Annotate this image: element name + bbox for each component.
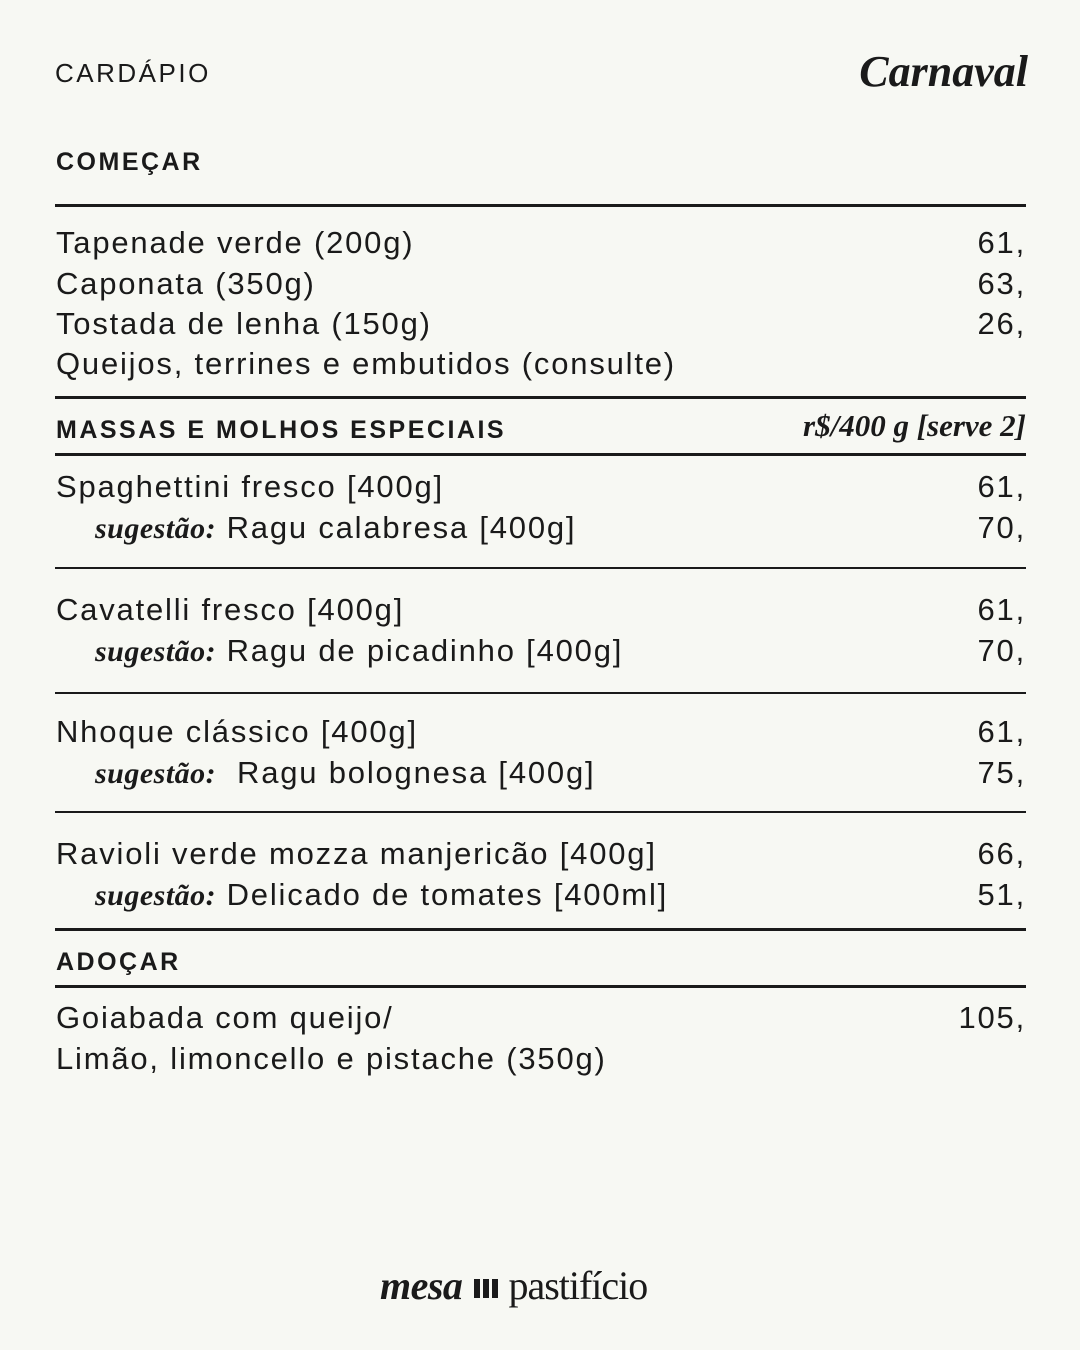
section-title-adocar: ADOÇAR: [56, 948, 181, 976]
divider: [55, 985, 1026, 988]
suggestion-name: Ragu de picadinho [400g]: [226, 633, 624, 668]
suggestion: [95, 753, 595, 794]
item-price: 61,: [977, 225, 1026, 260]
divider: [55, 453, 1026, 456]
item-price: 26,: [977, 306, 1026, 341]
suggestion: [95, 875, 668, 916]
divider: [55, 928, 1026, 931]
item-name: Caponata (350g): [56, 266, 316, 301]
item-name: Goiabada com queijo/: [56, 1000, 394, 1035]
logo-mesa: mesa: [380, 1263, 463, 1308]
logo-pastificio: pastifício: [508, 1263, 648, 1308]
divider: [55, 567, 1026, 569]
item-price: 61,: [977, 469, 1026, 504]
divider: [55, 811, 1026, 813]
suggestion-price: 75,: [977, 755, 1026, 790]
menu-title: Carnaval: [859, 47, 1028, 96]
item-name: Ravioli verde mozza manjericão [400g]: [56, 836, 657, 871]
item-name: Tostada de lenha (150g): [56, 306, 432, 341]
suggestion: [95, 631, 623, 672]
logo-bars-icon: [474, 1279, 498, 1298]
divider: [55, 204, 1026, 207]
suggestion-price: 51,: [977, 877, 1026, 912]
item-name: Cavatelli fresco [400g]: [56, 592, 405, 627]
item-name: Tapenade verde (200g): [56, 225, 415, 260]
suggestion-name: Delicado de tomates [400ml]: [226, 877, 669, 912]
item-name: Limão, limoncello e pistache (350g): [56, 1041, 607, 1076]
menu-label: CARDÁPIO: [55, 58, 211, 88]
suggestion-label: sugestão:: [95, 757, 217, 790]
suggestion-label: sugestão:: [95, 879, 217, 912]
suggestion-name: Ragu calabresa [400g]: [226, 510, 577, 545]
item-price: 63,: [977, 266, 1026, 301]
item-price: 61,: [977, 592, 1026, 627]
item-price: 66,: [977, 836, 1026, 871]
item-name: Nhoque clássico [400g]: [56, 714, 418, 749]
item-name: Queijos, terrines e embutidos (consulte): [56, 346, 676, 381]
divider: [55, 692, 1026, 694]
suggestion: [95, 508, 576, 549]
suggestion-label: sugestão:: [95, 635, 217, 668]
section-note: r$/400 g [serve 2]: [803, 408, 1026, 443]
suggestion-price: 70,: [977, 510, 1026, 545]
item-price: 105,: [958, 1000, 1026, 1035]
section-title-massas: MASSAS E MOLHOS ESPECIAIS: [56, 416, 507, 444]
section-title-comecar: COMEÇAR: [56, 148, 203, 176]
suggestion-price: 70,: [977, 633, 1026, 668]
item-name: Spaghettini fresco [400g]: [56, 469, 444, 504]
suggestion-label: sugestão:: [95, 512, 217, 545]
suggestion-name: Ragu bolognesa [400g]: [237, 755, 596, 790]
brand-logo: [380, 1262, 647, 1309]
item-price: 61,: [977, 714, 1026, 749]
divider: [55, 396, 1026, 399]
